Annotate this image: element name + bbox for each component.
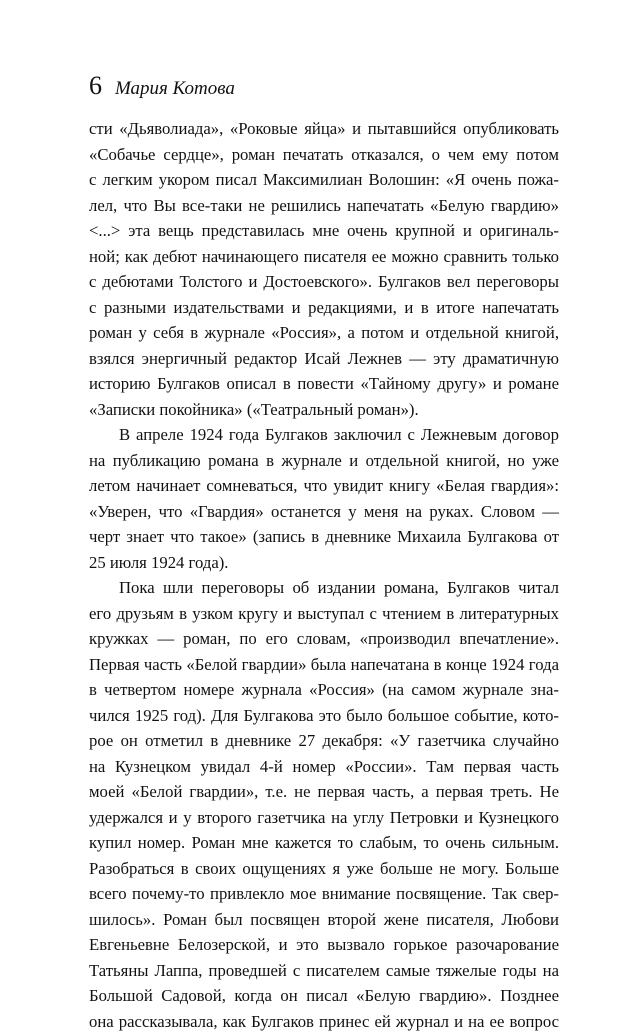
text-line: 25 июля 1924 года). <box>89 550 559 576</box>
text-line: с разными издательствами и редакциями, и в итоге напечатать <box>89 295 559 321</box>
text-line: рое он отметил в дневнике 27 декабря: «У газетчика случайно <box>89 728 559 754</box>
text-line: чился 1925 год). Для Булгакова это было большое событие, кото- <box>89 703 559 729</box>
text-line: кружках — роман, по его словам, «производил впечатление». <box>89 626 559 652</box>
text-line: черт знает что такое» (запись в дневнике Михаила Булгакова от <box>89 524 559 550</box>
text-line: «Собачье сердце», роман печатать отказался, о чем ему потом <box>89 142 559 168</box>
text-line: удержался и у второго газетчика на углу Петровки и Кузнецкого <box>89 805 559 831</box>
text-line: сти «Дьяволиада», «Роковые яйца» и пытавшийся опубликовать <box>89 116 559 142</box>
text-line: Пока шли переговоры об издании романа, Булгаков читал <box>89 575 559 601</box>
text-line: купил номер. Роман мне кажется то слабым, то очень сильным. <box>89 830 559 856</box>
text-line: Евгеньевне Белозерской, и это вызвало горькое разочарование <box>89 932 559 958</box>
text-line: с легким укором писал Максимилиан Волошин: «Я очень пожа- <box>89 167 559 193</box>
running-head <box>89 70 235 102</box>
text-line: моей «Белой гвардии», т.е. не первая часть, а первая треть. Не <box>89 779 559 805</box>
text-line: его друзьям в узком кругу и выступал с чтением в литературных <box>89 601 559 627</box>
text-line: ной; как дебют начинающего писателя ее можно сравнить только <box>89 244 559 270</box>
text-line: <...> эта вещь представилась мне очень крупной и оригиналь- <box>89 218 559 244</box>
text-line: на Кузнецком увидал 4-й номер «России». Там первая часть <box>89 754 559 780</box>
text-line: «Записки покойника» («Театральный роман»). <box>89 397 559 423</box>
text-line: роман у себя в журнале «Россия», а потом и отдельной книгой, <box>89 320 559 346</box>
text-line: Большой Садовой, когда он писал «Белую гвардию». Позднее <box>89 983 559 1009</box>
text-line: на публикацию романа в журнале и отдельной книгой, но уже <box>89 448 559 474</box>
page-number: 6 <box>89 70 102 102</box>
text-line: Разобраться в своих ощущениях я уже больше не могу. Больше <box>89 856 559 882</box>
text-line: она рассказывала, как Булгаков принес ей журнал и на ее вопрос <box>89 1009 559 1034</box>
text-line: В апреле 1924 года Булгаков заключил с Лежневым договор <box>89 422 559 448</box>
text-line: с дебютами Толстого и Достоевского». Булгаков вел переговоры <box>89 269 559 295</box>
text-line: Татьяны Лаппа, проведшей с писателем самые тяжелые годы на <box>89 958 559 984</box>
text-line: лел, что Вы все-таки не решились напечатать «Белую гвардию» <box>89 193 559 219</box>
text-line: взялся энергичный редактор Исай Лежнев — эту драматичную <box>89 346 559 372</box>
body-text <box>89 116 559 1034</box>
text-line: летом начинает сомневаться, что увидит книгу «Белая гвардия»: <box>89 473 559 499</box>
text-line: «Уверен, что «Гвардия» останется у меня на руках. Словом — <box>89 499 559 525</box>
text-line: в четвертом номере журнала «Россия» (на самом журнале зна- <box>89 677 559 703</box>
text-line: шилось». Роман был посвящен второй жене писателя, Любови <box>89 907 559 933</box>
running-head-author: Мария Котова <box>115 73 235 105</box>
text-line: всего почему-то привлекло мое внимание посвящение. Так свер- <box>89 881 559 907</box>
text-line: Первая часть «Белой гвардии» была напечатана в конце 1924 года <box>89 652 559 678</box>
text-line: историю Булгаков описал в повести «Тайному другу» и романе <box>89 371 559 397</box>
